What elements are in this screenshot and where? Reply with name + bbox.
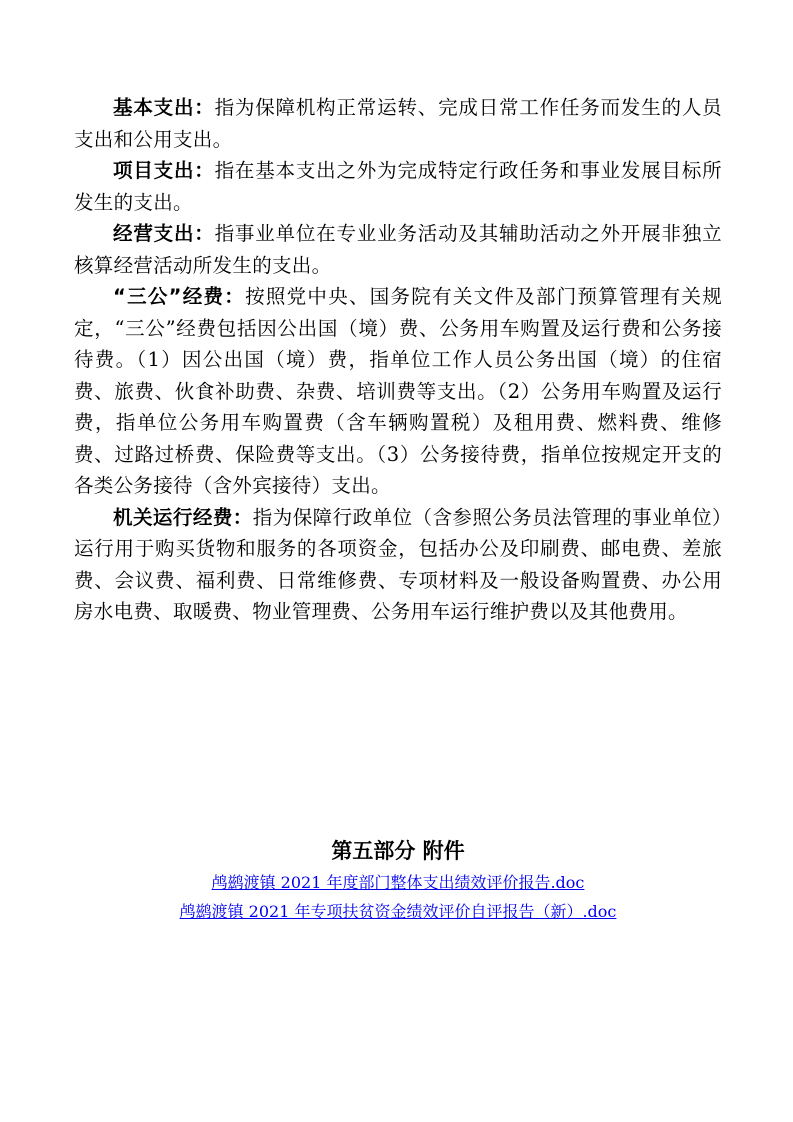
definition-agency-operating-funds (74, 502, 722, 628)
term-label: 项目支出： (113, 159, 215, 182)
appendix-section (74, 834, 722, 926)
term-label: 基本支出： (113, 96, 215, 119)
list-item (74, 868, 722, 897)
definition-text: 指为保障行政单位（含参照公务员法管理的事业单位）运行用于购买货物和服务的各项资金，包括办公及印刷费、邮电费、差旅费、会议费、福利费、日常维修费、专项材料及一般设备购置费、办公用房水电费、取暖费、物业管理费、公务用车运行维护费以及其他费用。 (74, 505, 723, 623)
definition-project-expenditure (74, 155, 722, 218)
appendix-title: 第五部分 附件 (331, 839, 465, 863)
attachment-list (74, 868, 722, 926)
attachment-link-performance-report[interactable]: 鸬鹚渡镇 2021 年度部门整体支出绩效评价报告.doc (211, 873, 585, 892)
definition-operating-expenditure (74, 218, 722, 281)
definition-basic-expenditure (74, 92, 722, 155)
definition-text: 按照党中央、国务院有关文件及部门预算管理有关规定，“三公”经费包括因公出国（境）费、公务用车购置及运行费和公务接待费。（1）因公出国（境）费，指单位工作人员公务出国（境）的住宿费、旅费、伙食补助费、杂费、培训费等支出。（2）公务用车购置及运行费，指单位公务用车购置费（含车辆购置税）及租用费、燃料费、维修费、过路过桥费、保险费等支出。（3）公务接待费，指单位按规定开支的各类公务接待（含外宾接待）支出。 (74, 285, 722, 497)
definition-text: 指事业单位在专业业务活动及其辅助活动之外开展非独立核算经营活动所发生的支出。 (74, 222, 722, 277)
definitions-section (74, 92, 722, 628)
term-label: 经营支出： (113, 222, 215, 245)
term-label: 机关运行经费： (113, 505, 253, 529)
attachment-link-poverty-fund-report[interactable]: 鸬鹚渡镇 2021 年专项扶贫资金绩效评价自评报告（新）.doc (179, 902, 617, 921)
definition-text: 指在基本支出之外为完成特定行政任务和事业发展目标所发生的支出。 (74, 159, 722, 214)
definition-text: 指为保障机构正常运转、完成日常工作任务而发生的人员支出和公用支出。 (74, 96, 722, 151)
definition-three-public-expenses (74, 281, 722, 502)
list-item (74, 897, 722, 926)
term-label: “三公”经费： (113, 285, 246, 308)
